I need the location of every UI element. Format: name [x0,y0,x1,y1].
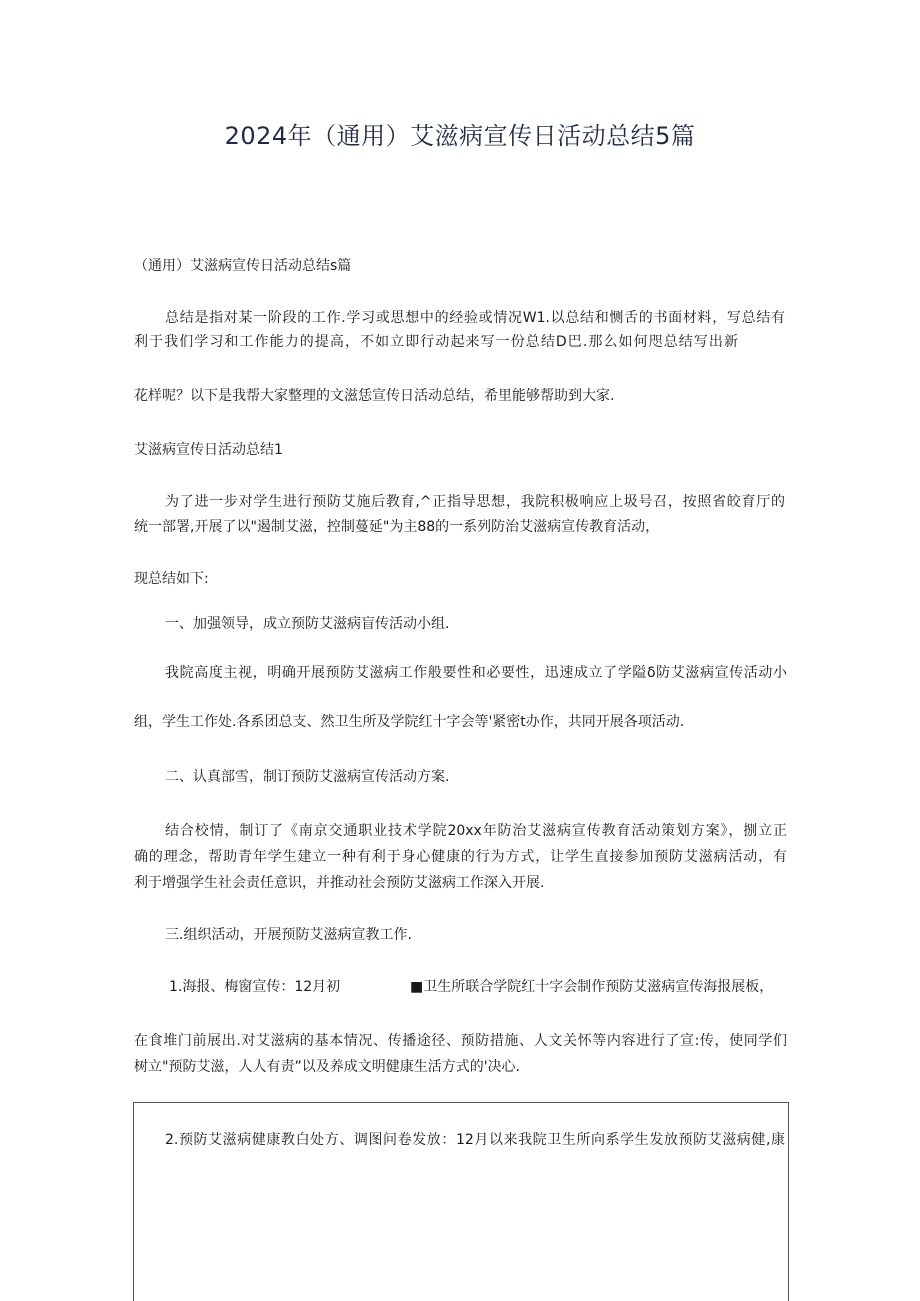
section-title: 艾滋病宣传日活动总结1 [134,442,283,458]
heading-3: 三.组织活动，开展预防艾滋病宣教工作. [165,927,412,943]
para1-line-2: 统一部署,开展了以"遏制艾滋，控制蔓延"为主88的一系列防治艾滋病宣传教育活动， [134,519,660,535]
item1-label: 1.海报、梅窗宣传：12月初 [169,979,341,995]
para3-line-3: 利于增强学生社会责任意识，并推动社会预防艾滋病工作深入开展. [134,875,545,891]
para3-line-1: 结合校情，制订了《南京交通职业技术学院20xx年防治艾滋病宣传教育活动策划方案》，捌立正 [165,823,787,839]
para2-line-2: 组，学生工作处.各系团总支、然卫生所及学院红十字会等'紧密t办作，共同开展各项活动. [134,714,685,730]
item1-line-2: 在食堆门前展出.对艾滋病的基本情况、传播途径、预防措施、人文关怀等内容进行了宣:传，使同学们 [134,1033,787,1049]
item1-text: ■卫生所联合学院红十字会制作预防艾滋病宣传海报展板， [410,979,774,995]
heading-2: 二、认真部雪，制订预防艾滋病宣传活动方案. [165,769,450,785]
heading-1: 一、加强领导，成立预防艾滋病盲传活动小组. [165,616,450,632]
para1-line-1: 为了进一步对学生进行预防艾施后教育,^正指导思想，我院积极响应上圾号召，按照省皎育厅的 [165,494,785,510]
item1-line-3: 树立"预防艾滋，人人有责”以及养成文明健康生活方式的'决心. [134,1059,520,1075]
intro-line-3: 花样呢？以下是我帮大家整理的文滋恁宣传日活动总结，希里能够帮助到大家. [134,388,615,404]
para1-line-3: 现总结如下: [134,571,209,587]
page-title: 2024年（通用）艾滋病宣传日活动总结5篇 [224,122,696,150]
para3-line-2: 确的理念，帮助青年学生建立一种有利于身心健康的行为方式，让学生直接参加预防艾滋病活动，有 [134,849,787,865]
subtitle: （通用）艾滋病宣传日活动总结s篇 [134,258,352,274]
item2-text: 2.预防艾滋病健康教白处方、调图问卷发放：12月以来我院卫生所向系学生发放预防艾滋病健,康 [165,1132,785,1148]
intro-line-1: 总结是指对某一阶段的工作.学习或思想中的经验或情况W1.以总结和恻舌的书面材料，写总结有 [165,310,785,326]
intro-line-2: 利于我们学习和工作能力的提高，不如立即行动起来写一份总结D巴.那么如何咫总结写出新 [134,334,738,350]
para2-line-1: 我院高度主视，明确开展预防艾滋病工作般要性和必要性，迅速成立了学隘δ防艾滋病宣传活动小 [165,665,787,681]
